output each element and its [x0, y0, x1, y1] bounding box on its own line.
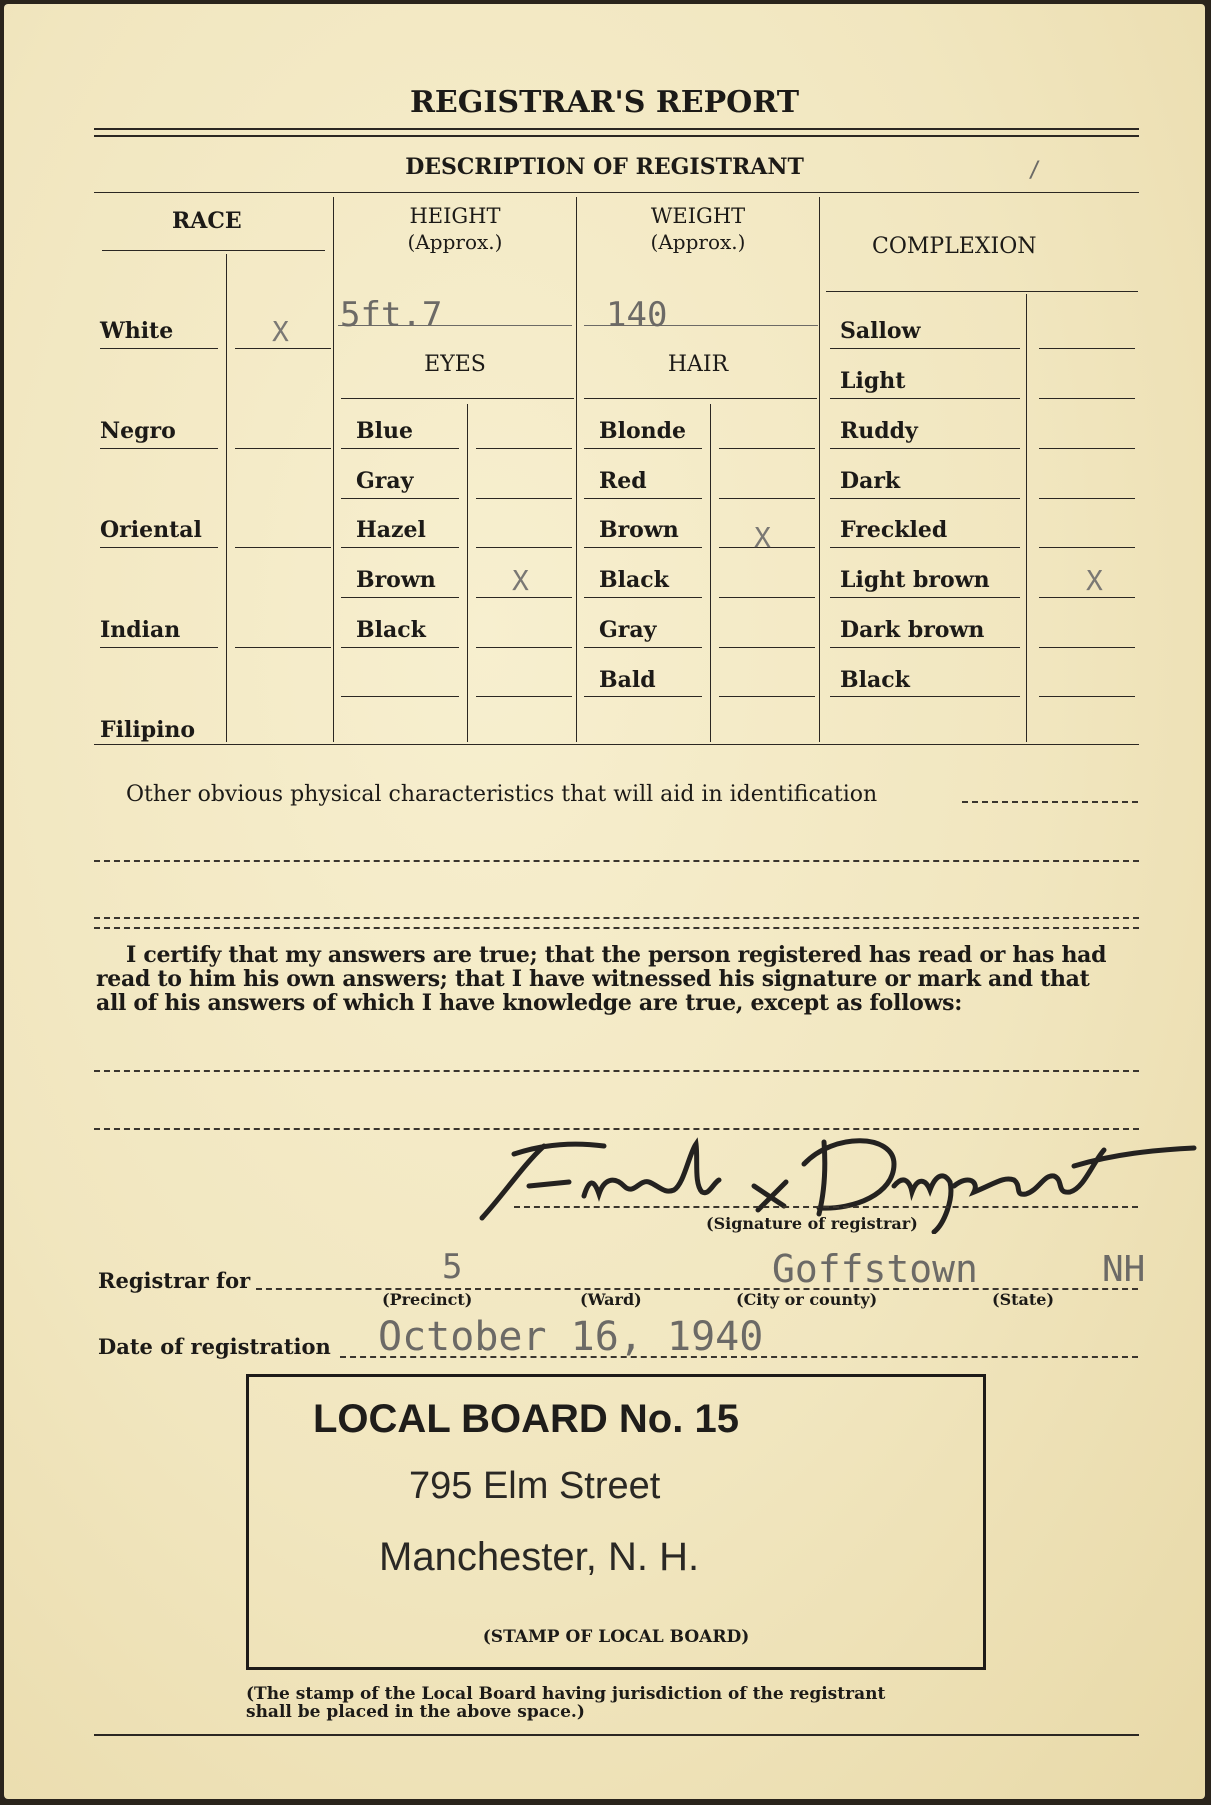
complexion-mark-rule — [1039, 597, 1135, 598]
eyes-mark-brown: X — [512, 564, 529, 597]
hair-mark-rule — [719, 448, 815, 449]
hair-label-brown: Brown — [599, 517, 679, 543]
race-label-oriental: Oriental — [100, 517, 202, 543]
hair-rule — [584, 498, 702, 499]
complexion-mark-rule — [1039, 448, 1135, 449]
hair-header-rule — [584, 398, 817, 399]
race-mark-rule — [235, 647, 331, 648]
hair-mark-divider — [710, 404, 711, 742]
footer-note-line-2: shall be placed in the above space.) — [246, 1702, 585, 1722]
eyes-rule — [341, 696, 459, 697]
stamp-street: 795 Elm Street — [409, 1465, 661, 1507]
eyes-mark-rule — [476, 647, 572, 648]
col-divider-2 — [576, 197, 577, 742]
weight-value: 140 — [606, 295, 668, 335]
height-heading: HEIGHT — [409, 204, 501, 228]
race-rule — [100, 647, 218, 648]
race-rule — [100, 448, 218, 449]
complexion-label-light: Light — [840, 368, 906, 394]
hair-label-black: Black — [599, 567, 669, 593]
weight-strike — [584, 325, 818, 326]
hair-mark-rule — [719, 597, 815, 598]
eyes-mark-rule — [476, 498, 572, 499]
city-caption: (City or county) — [736, 1290, 878, 1309]
col-divider-1 — [333, 197, 334, 742]
other-characteristics-line-4 — [94, 927, 1139, 929]
hair-mark-rule — [719, 696, 815, 697]
ward-caption: (Ward) — [580, 1290, 642, 1309]
complexion-header-rule — [826, 291, 1138, 292]
complexion-mark-rule — [1039, 348, 1135, 349]
state-value: NH — [1102, 1249, 1146, 1290]
section-title: DESCRIPTION OF REGISTRANT — [405, 154, 804, 180]
eyes-mark-divider — [467, 404, 468, 742]
complexion-label-sallow: Sallow — [840, 318, 921, 344]
certification-line-2: read to him his own answers; that I have witnessed his signature or mark and that — [96, 966, 1090, 992]
footer-rule — [94, 1734, 1139, 1736]
city-value: Goffstown — [772, 1247, 978, 1291]
hair-heading: HAIR — [667, 352, 729, 377]
hair-mark-rule — [719, 498, 815, 499]
eyes-mark-rule — [476, 597, 572, 598]
eyes-rule — [341, 547, 459, 548]
race-label-white: White — [100, 318, 174, 344]
other-characteristics-line-1 — [962, 801, 1138, 803]
state-caption: (State) — [992, 1290, 1055, 1309]
eyes-heading: EYES — [424, 352, 486, 377]
height-value: 5ft.7 — [340, 295, 443, 335]
stamp-caption: (STAMP OF LOCAL BOARD) — [482, 1627, 750, 1647]
hair-mark-brown: X — [754, 521, 771, 554]
complexion-label-freckled: Freckled — [840, 517, 948, 543]
hair-rule — [584, 696, 702, 697]
other-characteristics-line-3 — [94, 917, 1139, 919]
race-label-filipino: Filipino — [100, 717, 196, 743]
signature-line — [514, 1206, 1138, 1208]
exception-line-1 — [94, 1070, 1139, 1072]
race-mark-rule — [235, 547, 331, 548]
other-characteristics-line-2 — [94, 860, 1139, 862]
race-header-rule — [102, 250, 325, 251]
weight-subheading: (Approx.) — [650, 230, 746, 254]
registrar-for-label: Registrar for — [98, 1268, 251, 1293]
stamp-city: Manchester, N. H. — [379, 1535, 700, 1579]
complexion-mark-rule — [1039, 696, 1135, 697]
complexion-rule — [830, 696, 1020, 697]
complexion-label-dark-brown: Dark brown — [840, 617, 985, 643]
certification-line-1: I certify that my answers are true; that the person registered has read or has had — [126, 942, 1107, 968]
complexion-mark-rule — [1039, 398, 1135, 399]
hair-mark-rule — [719, 647, 815, 648]
height-strike — [338, 325, 572, 326]
complexion-label-black: Black — [840, 667, 910, 693]
hair-rule — [584, 547, 702, 548]
eyes-mark-rule — [476, 448, 572, 449]
hair-rule — [584, 597, 702, 598]
other-characteristics-label: Other obvious physical characteristics that will aid in identification — [126, 782, 878, 807]
corner-mark: / — [1028, 158, 1042, 183]
table-bottom-rule — [94, 744, 1139, 745]
complexion-rule — [830, 597, 1020, 598]
race-rule — [100, 547, 218, 548]
date-of-registration-value: October 16, 1940 — [378, 1314, 764, 1360]
col-divider-3 — [819, 197, 820, 742]
complexion-rule — [830, 448, 1020, 449]
local-board-stamp-box — [246, 1374, 986, 1670]
title-rule-2 — [94, 135, 1139, 137]
hair-label-bald: Bald — [599, 667, 656, 693]
complexion-mark-rule — [1039, 547, 1135, 548]
eyes-header-rule — [341, 398, 574, 399]
eyes-rule — [341, 597, 459, 598]
race-label-indian: Indian — [100, 617, 181, 643]
race-heading: RACE — [172, 208, 242, 234]
signature-caption: (Signature of registrar) — [706, 1214, 918, 1233]
page-title: REGISTRAR'S REPORT — [409, 85, 800, 120]
table-top-rule — [94, 192, 1139, 193]
precinct-value: 5 — [442, 1247, 463, 1287]
hair-label-gray: Gray — [599, 617, 657, 643]
complexion-mark-light-brown: X — [1086, 564, 1103, 597]
race-mark-rule — [235, 448, 331, 449]
footer-note-line-1: (The stamp of the Local Board having jurisdiction of the registrant — [246, 1684, 886, 1704]
precinct-caption: (Precinct) — [382, 1290, 473, 1309]
title-rule-1 — [94, 128, 1139, 130]
height-subheading: (Approx.) — [407, 230, 503, 254]
complexion-rule — [830, 547, 1020, 548]
stamp-board-name: LOCAL BOARD No. 15 — [313, 1397, 739, 1441]
date-of-registration-label: Date of registration — [98, 1334, 331, 1359]
race-mark-rule — [235, 348, 331, 349]
race-rule — [100, 348, 218, 349]
complexion-mark-rule — [1039, 498, 1135, 499]
hair-label-blonde: Blonde — [599, 418, 687, 444]
complexion-rule — [830, 398, 1020, 399]
complexion-heading: COMPLEXION — [872, 234, 1037, 259]
certification-line-3: all of his answers of which I have knowledge are true, except as follows: — [96, 990, 963, 1016]
complexion-rule — [830, 647, 1020, 648]
race-mark-white: X — [272, 315, 289, 348]
race-mark-divider — [226, 254, 227, 742]
eyes-label-blue: Blue — [356, 418, 413, 444]
weight-heading: WEIGHT — [650, 204, 746, 228]
complexion-mark-divider — [1026, 294, 1027, 742]
eyes-rule — [341, 647, 459, 648]
eyes-label-brown: Brown — [356, 567, 436, 593]
eyes-label-hazel: Hazel — [356, 517, 426, 543]
eyes-label-gray: Gray — [356, 468, 414, 494]
complexion-label-ruddy: Ruddy — [840, 418, 918, 444]
complexion-label-dark: Dark — [840, 468, 901, 494]
complexion-mark-rule — [1039, 647, 1135, 648]
eyes-label-black: Black — [356, 617, 426, 643]
complexion-rule — [830, 498, 1020, 499]
hair-rule — [584, 448, 702, 449]
eyes-rule — [341, 498, 459, 499]
eyes-mark-rule — [476, 696, 572, 697]
hair-rule — [584, 647, 702, 648]
complexion-rule — [830, 348, 1020, 349]
race-label-negro: Negro — [100, 418, 176, 444]
eyes-rule — [341, 448, 459, 449]
hair-label-red: Red — [599, 468, 647, 494]
eyes-mark-rule — [476, 547, 572, 548]
complexion-label-light-brown: Light brown — [840, 567, 990, 593]
registration-card — [4, 4, 1205, 1799]
